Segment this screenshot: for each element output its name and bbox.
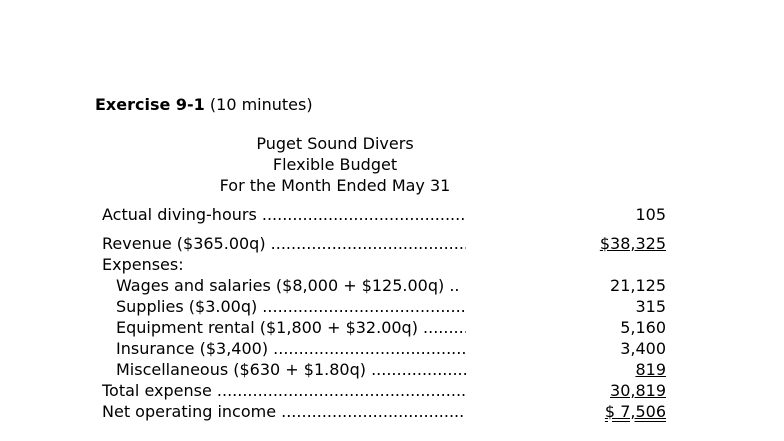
report-title: Flexible Budget [272, 155, 398, 174]
expense-value: 3,400 [620, 339, 666, 358]
expense-value: 315 [635, 297, 666, 316]
activity-value: 105 [635, 205, 666, 224]
expense-label: Supplies ($3.00q) ..... [116, 297, 466, 316]
exercise-time: (10 minutes) [209, 95, 313, 114]
net-operating-income-value: $ 7,506 [604, 402, 666, 421]
expense-value: 21,125 [610, 276, 666, 295]
exercise-heading [95, 95, 313, 114]
expense-label: Wages and salaries ($8,000 + $125.00q) .. [116, 276, 460, 295]
expense-label: Insurance ($3,400) ..... [116, 339, 466, 358]
company-name: Puget Sound Divers [256, 134, 414, 153]
revenue-label: Revenue ($365.00q) ..... [102, 234, 466, 253]
report-period: For the Month Ended May 31 [219, 176, 451, 195]
activity-label: Actual diving-hours ..... [102, 205, 466, 224]
expense-label: Miscellaneous ($630 + $1.80q) ..... [116, 360, 466, 379]
expense-label: Equipment rental ($1,800 + $32.00q) ..... [116, 318, 466, 337]
net-operating-income-label: Net operating income ..... [102, 402, 466, 421]
expense-value: 819 [635, 360, 666, 379]
total-expense-label: Total expense ..... [102, 381, 466, 400]
revenue-value: $38,325 [599, 234, 666, 253]
exercise-number: Exercise 9-1 [95, 95, 205, 114]
expenses-heading: Expenses: [102, 255, 184, 274]
expense-value: 5,160 [620, 318, 666, 337]
total-expense-value: 30,819 [610, 381, 666, 400]
